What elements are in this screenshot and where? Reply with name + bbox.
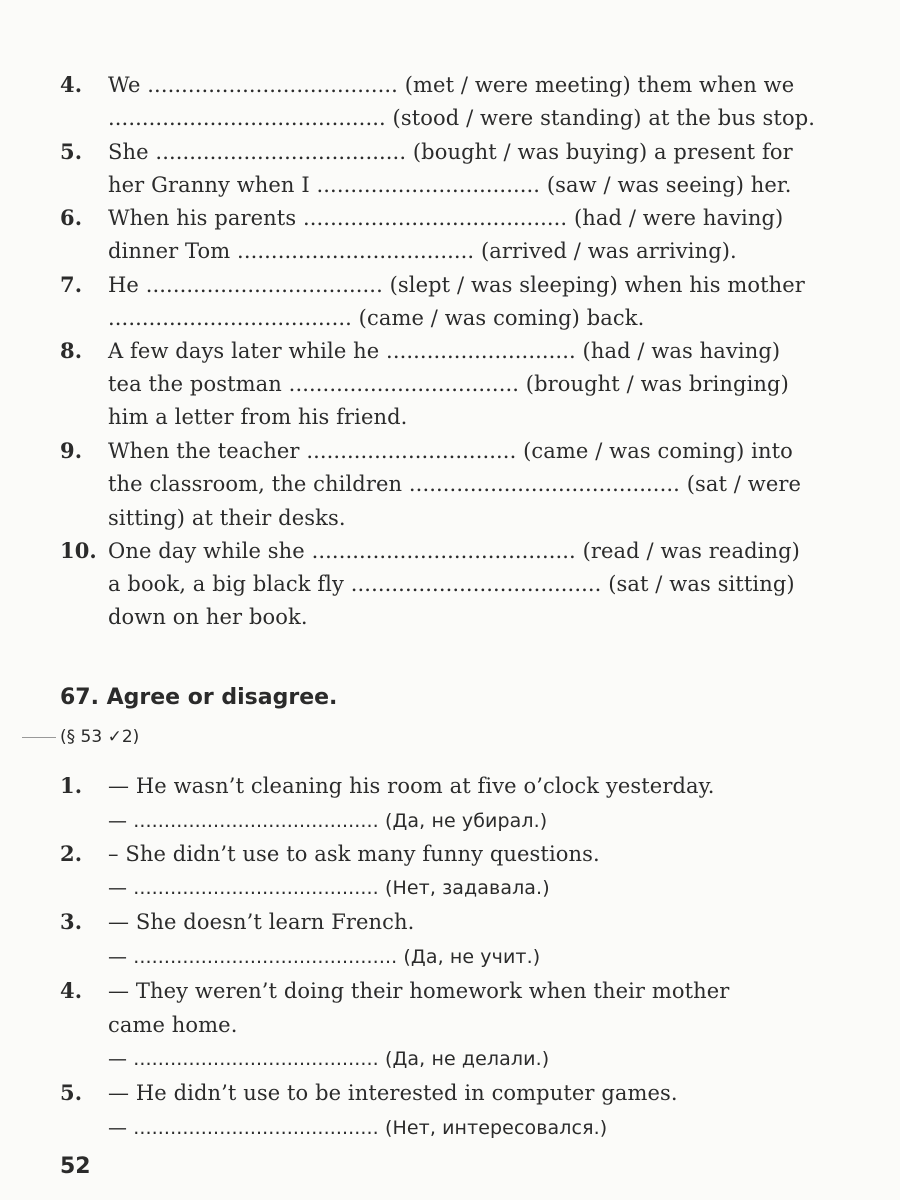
item-text: He ................................... (slept / was sleeping) when his mother [108,273,805,297]
list-item [60,139,793,165]
item-number: 5. [60,1080,83,1105]
item-text-continued: sitting) at their desks. [108,506,346,530]
item-text-continued: the classroom, the children ........................................ (sat / were [108,472,802,496]
item-number: 3. [60,909,83,934]
item-text-continued: him a letter from his friend. [108,405,408,429]
item-number: 4. [60,978,83,1003]
list-item [60,205,783,231]
page-number: 52 [60,1154,91,1179]
answer-line: — ........................................ (Да, не делали.) [108,1048,550,1070]
list-item [60,841,600,867]
item-text: When his parents ....................................... (had / were having) [108,206,784,230]
item-text: She ..................................... (bought / was buying) a present for [108,140,793,164]
answer-line: — ........................................... (Да, не учит.) [108,946,541,968]
item-number: 2. [60,841,83,866]
item-text: When the teacher ............................... (came / was coming) into [108,439,793,463]
list-item [60,978,729,1004]
list-item [60,272,805,298]
answer-line: — ........................................ (Нет, интересовался.) [108,1117,608,1139]
item-number: 9. [60,438,83,463]
item-number: 7. [60,272,83,297]
item-number: 10. [60,538,97,563]
item-text-continued: a book, a big black fly ..................................... (sat / was sitting) [108,572,795,596]
item-text-continued: down on her book. [108,605,308,629]
item-text: We ..................................... (met / were meeting) them when we [108,73,795,97]
item-text-continued: her Granny when I ................................. (saw / was seeing) her. [108,173,792,197]
list-item [60,909,414,935]
item-number: 6. [60,205,83,230]
item-text: — They weren’t doing their homework when their mother [108,979,730,1003]
item-text: One day while she ....................................... (read / was reading) [108,539,800,563]
item-number: 4. [60,72,83,97]
item-text: A few days later while he ............................ (had / was having) [108,339,781,363]
item-number: 5. [60,139,83,164]
answer-line: — ........................................ (Да, не убирал.) [108,810,548,832]
item-text-continued: .................................... (came / was coming) back. [108,306,645,330]
item-text-continued: ......................................... (stood / were standing) at the bus stop. [108,106,816,130]
reference-rule [22,737,56,738]
item-text: – She didn’t use to ask many funny questions. [108,842,600,866]
item-number: 8. [60,338,83,363]
list-item [60,1080,678,1106]
item-text: — He wasn’t cleaning his room at five o’clock yesterday. [108,774,715,798]
list-item [60,773,715,799]
grammar-reference: (§ 53 ✓2) [60,727,140,747]
item-text-continued: came home. [108,1013,238,1037]
list-item [60,538,800,564]
item-text: — He didn’t use to be interested in computer games. [108,1081,678,1105]
list-item [60,438,793,464]
item-text: — She doesn’t learn French. [108,910,415,934]
exercise-67-title: 67. Agree or disagree. [60,685,338,710]
item-number: 1. [60,773,83,798]
list-item [60,338,780,364]
item-text-continued: tea the postman .................................. (brought / was bringing) [108,372,789,396]
item-text-continued: dinner Tom ................................... (arrived / was arriving). [108,239,737,263]
answer-line: — ........................................ (Нет, задавала.) [108,877,550,899]
list-item [60,72,794,98]
